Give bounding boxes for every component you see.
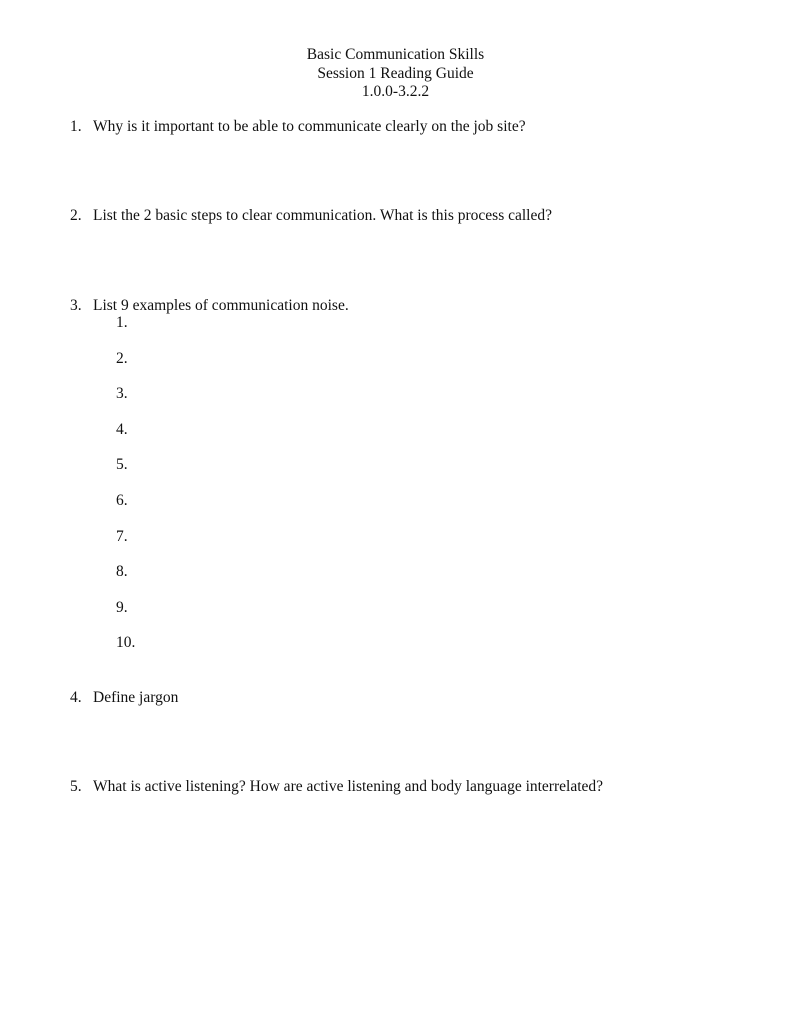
document-code: 1.0.0-3.2.2 [361,83,430,100]
question-number: 1. [70,118,82,135]
question-4 [70,689,178,707]
noise-list-item: 8. [116,563,128,580]
noise-list-item: 10. [116,634,136,651]
document-header [0,46,791,102]
noise-list-item: 1. [116,314,128,331]
question-text: Why is it important to be able to communicate clearly on the job site? [93,118,526,135]
question-text: Define jargon [93,689,179,706]
noise-list-item: 2. [116,350,128,367]
noise-list-item: 4. [116,421,128,438]
question-number: 3. [70,297,82,314]
question-text: List 9 examples of communication noise. [93,297,349,314]
noise-list-item: 7. [116,528,128,545]
question-text: What is active listening? How are active listening and body language interrelated? [93,778,604,795]
question-text: List the 2 basic steps to clear communication. What is this process called? [93,207,552,224]
question-3 [70,297,349,315]
question-1 [70,118,526,136]
noise-list-item: 3. [116,385,128,402]
noise-list-item: 9. [116,599,128,616]
document-subtitle: Session 1 Reading Guide [317,64,474,82]
question-number: 5. [70,778,82,795]
document-title: Basic Communication Skills [306,46,485,63]
question-2 [70,207,552,225]
question-5 [70,778,603,796]
noise-list-item: 6. [116,492,128,509]
question-number: 4. [70,689,82,706]
noise-list-item: 5. [116,456,128,473]
question-number: 2. [70,207,82,224]
